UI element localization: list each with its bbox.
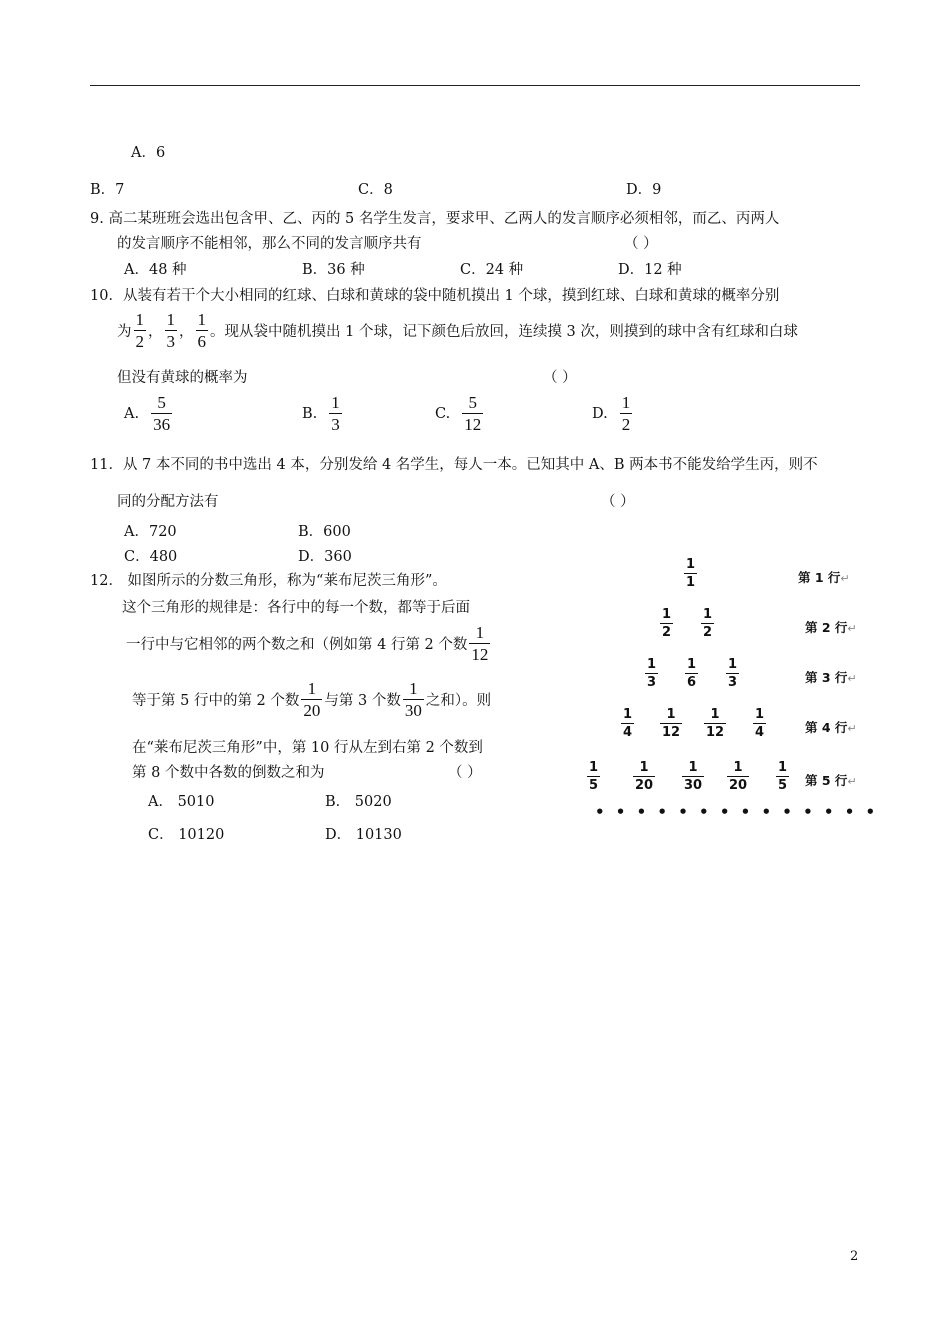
- q12-stem-line6: 第 8 个数中各数的倒数之和为: [132, 765, 325, 781]
- q9-option-b: B．36 种: [302, 262, 365, 278]
- q12-option-b: B． 5020: [325, 794, 392, 810]
- paragraph-mark-icon: ↵: [847, 775, 857, 788]
- q10-prob-white: $\frac{1}{3}$: [166, 310, 175, 351]
- q12-stem-line5: 在“莱布尼茨三角形”中，第 10 行从左到右第 2 个数到: [132, 740, 483, 756]
- q11-option-c: C．480: [124, 549, 178, 565]
- triangle-continuation-dots: • • • • • • • • • • • • • •: [595, 803, 879, 821]
- q12-stem-line4: 等于第 5 行中的第 2 个数 $\frac{1}{20}$ 与第 3 个数 $\frac{1}{30}$ 之和）。则: [132, 679, 492, 720]
- q10-prob-yellow: $\frac{1}{6}$: [197, 310, 206, 351]
- q9-stem-line2: 的发言顺序不能相邻，那么不同的发言顺序共有: [117, 236, 422, 252]
- q8-option-c: C．8: [358, 182, 393, 198]
- paragraph-mark-icon: ↵: [847, 622, 857, 635]
- q8-option-d: D．9: [626, 182, 662, 198]
- paragraph-mark-icon: ↵: [847, 722, 857, 735]
- q12-stem-line2: 这个三角形的规律是：各行中的每一个数，都等于后面: [122, 600, 470, 616]
- triangle-fraction: $\frac{1}{4}$: [623, 707, 633, 740]
- q12-option-c: C． 10120: [148, 827, 225, 843]
- q10-option-b: B. $\frac{1}{3}$: [302, 393, 340, 434]
- triangle-fraction: $\frac{1}{12}$: [662, 707, 681, 740]
- q11-option-a: A．720: [124, 524, 177, 540]
- q12-example-fraction-1-30: $\frac{1}{30}$: [404, 679, 422, 720]
- triangle-fraction: $\frac{1}{20}$: [635, 760, 654, 793]
- q10-line2-suffix: 。现从袋中随机摸出 1 个球，记下颜色后放回，连续摸 3 次，则摸到的球中含有红球和白球: [210, 324, 798, 340]
- triangle-fraction: $\frac{1}{12}$: [706, 707, 725, 740]
- triangle-row-label: 第 4 行↵: [805, 720, 857, 735]
- triangle-fraction: $\frac{1}{3}$: [647, 657, 657, 690]
- q11-answer-paren: （ ）: [601, 494, 635, 510]
- triangle-row-label: 第 1 行↵: [798, 570, 850, 585]
- q8-option-a: A．6: [131, 145, 166, 161]
- q12-stem-line1: 12． 如图所示的分数三角形，称为“莱布尼茨三角形”。: [90, 573, 447, 589]
- q9-answer-paren: （ ）: [624, 236, 658, 252]
- triangle-fraction: $\frac{1}{2}$: [662, 607, 672, 640]
- q10-answer-paren: （ ）: [543, 370, 577, 386]
- q10-option-c: C. $\frac{5}{12}$: [435, 393, 482, 434]
- header-rule: [90, 85, 860, 86]
- q9-stem-line1: 9. 高二某班班会选出包含甲、乙、丙的 5 名学生发言，要求甲、乙两人的发言顺序必须相邻，而乙、丙两人: [90, 211, 780, 227]
- triangle-fraction: $\frac{1}{3}$: [728, 657, 738, 690]
- triangle-row-label: 第 5 行↵: [805, 773, 857, 788]
- q12-answer-paren: （ ）: [448, 765, 482, 781]
- triangle-fraction: $\frac{1}{5}$: [589, 760, 599, 793]
- triangle-row-label: 第 2 行↵: [805, 620, 857, 635]
- triangle-fraction: $\frac{1}{1}$: [686, 557, 696, 590]
- paragraph-mark-icon: ↵: [840, 572, 850, 585]
- q12-example-fraction-1-20: $\frac{1}{20}$: [303, 679, 321, 720]
- q12-example-fraction-1-12: $\frac{1}{12}$: [471, 623, 489, 664]
- q9-option-a: A．48 种: [124, 262, 187, 278]
- triangle-row-label: 第 3 行↵: [805, 670, 857, 685]
- q10-stem-line3: 但没有黄球的概率为: [117, 370, 248, 386]
- q9-option-c: C．24 种: [460, 262, 524, 278]
- q11-option-d: D．360: [298, 549, 352, 565]
- q11-option-b: B．600: [298, 524, 351, 540]
- q11-stem-line1: 11．从 7 本不同的书中选出 4 本，分别发给 4 名学生，每人一本。已知其中 A、B 两本书不能发给学生丙，则不: [90, 457, 818, 473]
- q10-stem-line2: 为 $\frac{1}{2}$ ， $\frac{1}{3}$ ， $\frac{1}{6}$ 。现从袋中随机摸出 1 个球，记下颜色后放回，连续摸 3 次，则摸到的球中含有红球和白球: [117, 310, 798, 351]
- triangle-fraction: $\frac{1}{30}$: [684, 760, 703, 793]
- q10-option-d: D. $\frac{1}{2}$: [592, 393, 631, 434]
- triangle-fraction: $\frac{1}{4}$: [755, 707, 765, 740]
- q10-option-a: A. $\frac{5}{36}$: [124, 393, 171, 434]
- paragraph-mark-icon: ↵: [847, 672, 857, 685]
- q12-option-a: A． 5010: [148, 794, 215, 810]
- triangle-fraction: $\frac{1}{2}$: [703, 607, 713, 640]
- q8-option-b: B．7: [90, 182, 125, 198]
- triangle-fraction: $\frac{1}{20}$: [729, 760, 748, 793]
- q11-stem-line2: 同的分配方法有: [117, 494, 219, 510]
- q10-prob-red: $\frac{1}{2}$: [135, 310, 144, 351]
- q12-option-d: D． 10130: [325, 827, 402, 843]
- triangle-fraction: $\frac{1}{5}$: [778, 760, 788, 793]
- q10-line2-prefix: 为: [117, 324, 132, 340]
- triangle-fraction: $\frac{1}{6}$: [687, 657, 697, 690]
- q9-option-d: D．12 种: [618, 262, 682, 278]
- q10-stem-line1: 10．从装有若干个大小相同的红球、白球和黄球的袋中随机摸出 1 个球，摸到红球、白球和黄球的概率分别: [90, 288, 780, 304]
- q12-stem-line3: 一行中与它相邻的两个数之和（例如第 4 行第 2 个数 $\frac{1}{12}$: [126, 623, 489, 664]
- page-number: 2: [850, 1249, 859, 1264]
